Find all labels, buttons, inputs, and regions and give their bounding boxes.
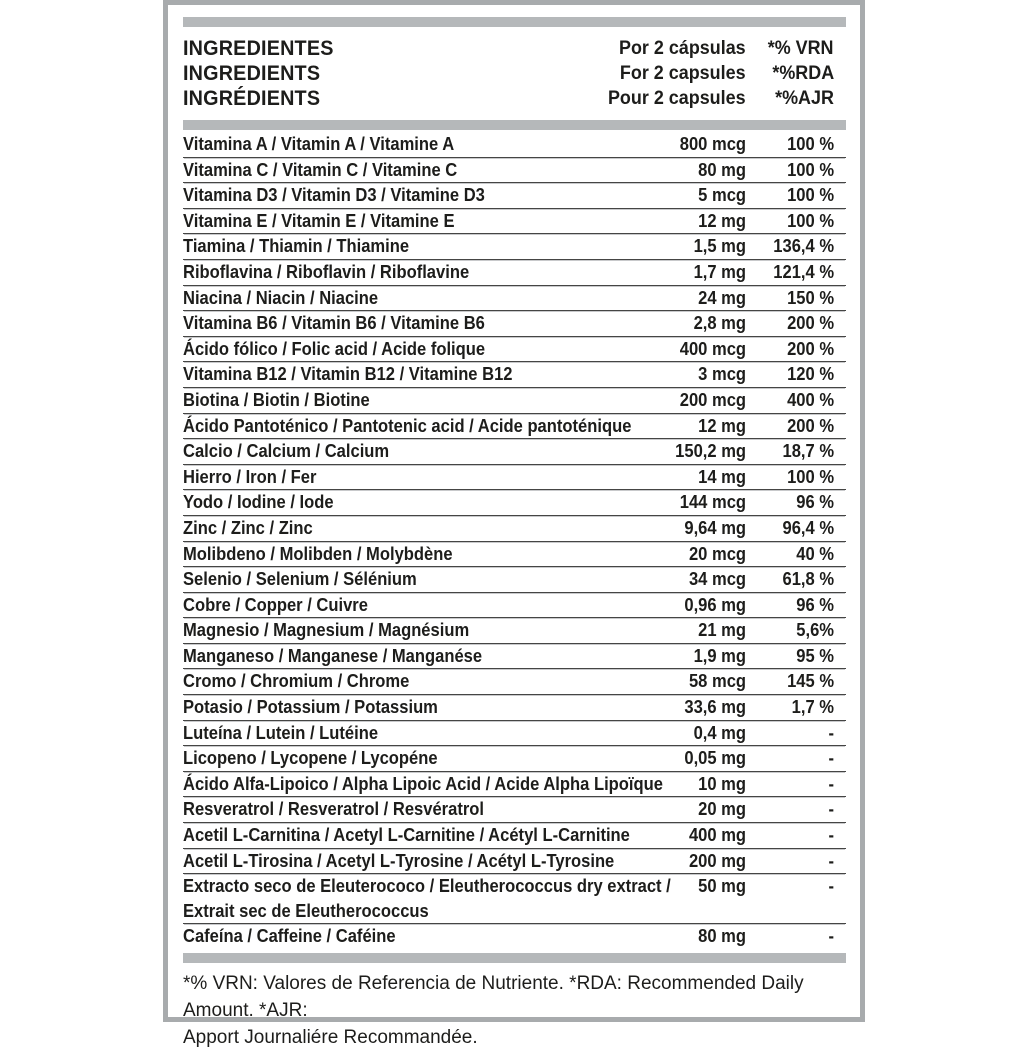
table-header <box>183 31 846 118</box>
ingredient-name-line1: Tiamina / Thiamin / Thiamine <box>183 236 410 257</box>
ingredient-percent: - <box>828 825 834 846</box>
ingredient-amount: 400 mg <box>688 825 746 846</box>
ingredient-percent: 100 % <box>787 134 834 154</box>
ingredient-percent: - <box>828 850 834 871</box>
ingredient-name-line1: Acetil L-Tirosina / Acetyl L-Tyrosine / Acétyl L-Tyrosine <box>183 850 615 871</box>
ingredient-percent: 96 % <box>796 594 834 615</box>
ingredient-name-line1: Resveratrol / Resveratrol / Resvératrol <box>183 799 484 820</box>
ingredient-name <box>183 311 596 336</box>
ingredient-name <box>183 388 596 413</box>
table-row <box>183 695 846 721</box>
ingredient-percent: 5,6% <box>796 620 834 641</box>
ingredient-amount: 58 mcg <box>688 671 746 692</box>
ingredient-name <box>183 465 596 490</box>
table-row <box>183 772 846 798</box>
ingredient-name <box>183 669 596 694</box>
table-row <box>183 618 846 644</box>
table-row <box>183 669 846 695</box>
ingredient-name <box>183 644 596 669</box>
ingredient-name-line1: Cobre / Copper / Cuivre <box>183 594 368 615</box>
ingredient-name <box>183 797 596 822</box>
ingredient-amount: 2,8 mg <box>693 313 746 334</box>
ingredient-name-line1: Biotina / Biotin / Biotine <box>183 389 370 410</box>
ingredient-name-line1: Vitamina B6 / Vitamin B6 / Vitamine B6 <box>183 313 485 334</box>
ingredient-name <box>183 414 632 439</box>
ingredient-name-line1: Cafeína / Caffeine / Caféine <box>183 926 396 947</box>
ingredient-name-line1: Ácido fólico / Folic acid / Acide folique <box>183 338 486 359</box>
ingredient-amount: 20 mcg <box>688 543 746 564</box>
ingredient-name <box>183 286 596 311</box>
table-row <box>183 516 846 542</box>
ingredient-amount: 20 mg <box>698 799 746 820</box>
ingredient-percent: 121,4 % <box>773 261 834 282</box>
ingredient-rows <box>183 132 846 949</box>
ingredient-name <box>183 618 596 643</box>
ingredient-name <box>183 823 630 848</box>
table-row <box>183 490 846 516</box>
ingredient-percent: 200 % <box>787 313 834 334</box>
ingredient-name <box>183 362 596 387</box>
ingredient-name <box>183 721 596 746</box>
ingredient-name-line1: Molibdeno / Molibden / Molybdène <box>183 543 453 564</box>
ingredient-name <box>183 337 596 362</box>
table-row <box>183 721 846 747</box>
ingredient-name-line1: Magnesio / Magnesium / Magnésium <box>183 620 470 641</box>
ingredient-amount: 200 mcg <box>679 389 746 410</box>
ingredient-name-line1: Vitamina B12 / Vitamin B12 / Vitamine B12 <box>183 364 513 385</box>
header-title-en: INGREDIENTS <box>183 61 321 85</box>
ingredient-percent: 96 % <box>796 492 834 513</box>
ingredient-name-line1: Niacina / Niacin / Niacine <box>183 287 379 308</box>
ingredient-percent: 200 % <box>787 338 834 359</box>
divider-bar-header <box>183 120 846 130</box>
ingredient-name <box>183 849 615 874</box>
table-row <box>183 542 846 568</box>
header-title-block <box>183 36 596 111</box>
ingredient-name <box>183 746 596 771</box>
ingredient-percent: 1,7 % <box>791 697 834 718</box>
ingredient-name-line1: Selenio / Selenium / Sélénium <box>183 569 417 590</box>
ingredient-amount: 1,7 mg <box>693 261 746 282</box>
header-serving-es: Por 2 cápsulas <box>619 37 746 59</box>
table-row <box>183 388 846 414</box>
ingredient-name-line1: Calcio / Calcium / Calcium <box>183 441 390 462</box>
ingredient-percent: 120 % <box>787 364 834 385</box>
ingredient-percent: 61,8 % <box>782 569 834 590</box>
footnote-line-2: Apport Journaliére Recommandée. <box>183 1027 478 1048</box>
ingredient-name <box>183 490 596 515</box>
ingredient-amount: 10 mg <box>698 773 746 794</box>
ingredient-name <box>183 593 596 618</box>
ingredient-percent: 100 % <box>787 159 834 180</box>
table-row <box>183 567 846 593</box>
ingredient-name-line1: Yodo / Iodine / Iode <box>183 492 334 513</box>
ingredient-amount: 1,9 mg <box>693 645 746 666</box>
ingredient-name-line1: Extracto seco de Eleuterococo / Eleutherococcus dry extract / <box>183 876 671 897</box>
ingredient-name-line1: Zinc / Zinc / Zinc <box>183 517 313 538</box>
ingredient-percent: 200 % <box>787 415 834 436</box>
ingredient-name-line1: Vitamina D3 / Vitamin D3 / Vitamine D3 <box>183 185 485 206</box>
header-percent-ajr: *%AJR <box>775 87 834 109</box>
table-row <box>183 132 846 158</box>
ingredient-percent: - <box>828 773 834 794</box>
ingredient-name <box>183 772 663 797</box>
ingredient-name <box>183 132 596 157</box>
ingredient-percent: 18,7 % <box>782 441 834 462</box>
table-row <box>183 260 846 286</box>
ingredient-percent: 400 % <box>787 389 834 410</box>
ingredient-amount: 0,96 mg <box>684 594 746 615</box>
ingredient-name-line2: Extrait sec de Eleutherococcus <box>183 900 429 921</box>
ingredient-name-line1: Hierro / Iron / Fer <box>183 466 317 487</box>
ingredient-name-line1: Vitamina E / Vitamin E / Vitamine E <box>183 210 455 231</box>
ingredient-name <box>183 234 596 259</box>
header-serving-fr: Pour 2 capsules <box>608 87 746 109</box>
ingredient-name <box>183 542 596 567</box>
ingredient-amount: 24 mg <box>698 287 746 308</box>
table-row <box>183 874 846 924</box>
ingredient-name-line1: Manganeso / Manganese / Manganése <box>183 645 483 666</box>
ingredient-amount: 80 mg <box>698 926 746 947</box>
ingredient-name <box>183 439 596 464</box>
ingredient-amount: 0,4 mg <box>693 722 746 743</box>
table-row <box>183 234 846 260</box>
ingredient-name-line1: Vitamina A / Vitamin A / Vitamine A <box>183 134 455 154</box>
table-row <box>183 183 846 209</box>
ingredient-name <box>183 209 596 234</box>
ingredient-name-line1: Ácido Alfa-Lipoico / Alpha Lipoic Acid / Acide Alpha Lipoïque <box>183 773 663 794</box>
ingredient-name <box>183 183 596 208</box>
ingredient-name-line1: Vitamina C / Vitamin C / Vitamine C <box>183 159 458 180</box>
supplement-facts-panel <box>163 0 865 1048</box>
table-row <box>183 746 846 772</box>
header-percent-rda: *%RDA <box>772 62 834 84</box>
ingredient-name-line1: Ácido Pantoténico / Pantotenic acid / Acide pantoténique <box>183 415 632 436</box>
header-percent-vrn: *% VRN <box>768 37 834 59</box>
ingredient-name-line1: Licopeno / Lycopene / Lycopéne <box>183 748 438 769</box>
ingredient-name-line1: Acetil L-Carnitina / Acetyl L-Carnitine / Acétyl L-Carnitine <box>183 825 630 846</box>
ingredient-amount: 400 mcg <box>679 338 746 359</box>
ingredient-percent: - <box>828 722 834 743</box>
ingredient-percent: 96,4 % <box>782 517 834 538</box>
ingredient-amount: 33,6 mg <box>684 697 746 718</box>
table-row <box>183 439 846 465</box>
ingredient-name-line1: Cromo / Chromium / Chrome <box>183 671 410 692</box>
table-row <box>183 823 846 849</box>
ingredient-name <box>183 516 596 541</box>
ingredient-amount: 200 mg <box>688 850 746 871</box>
footnote-line-1: *% VRN: Valores de Referencia de Nutriente. *RDA: Recommended Daily Amount. *AJR: <box>183 973 804 1021</box>
ingredient-name-line1: Luteína / Lutein / Lutéine <box>183 722 379 743</box>
ingredient-name <box>183 924 596 949</box>
ingredient-amount: 12 mg <box>698 415 746 436</box>
table-row <box>183 797 846 823</box>
table-row <box>183 414 846 440</box>
ingredient-percent: - <box>828 876 834 897</box>
ingredient-name <box>183 874 671 923</box>
ingredient-percent: 95 % <box>796 645 834 666</box>
ingredient-percent: 100 % <box>787 466 834 487</box>
ingredient-amount: 150,2 mg <box>675 441 746 462</box>
ingredient-percent: 100 % <box>787 210 834 231</box>
ingredient-name-line1: Potasio / Potassium / Potassium <box>183 697 438 718</box>
ingredient-name <box>183 158 596 183</box>
table-row <box>183 593 846 619</box>
table-row <box>183 644 846 670</box>
header-serving-en: For 2 capsules <box>620 62 746 84</box>
ingredient-amount: 12 mg <box>698 210 746 231</box>
ingredient-amount: 50 mg <box>698 876 746 897</box>
ingredient-amount: 0,05 mg <box>684 748 746 769</box>
footnote <box>183 963 846 1051</box>
ingredient-percent: 150 % <box>787 287 834 308</box>
table-row <box>183 311 846 337</box>
ingredient-name <box>183 260 596 285</box>
divider-bar-top <box>183 17 846 27</box>
ingredient-percent: 100 % <box>787 185 834 206</box>
ingredient-amount: 3 mcg <box>698 364 746 385</box>
ingredient-amount: 144 mcg <box>679 492 746 513</box>
ingredient-amount: 21 mg <box>698 620 746 641</box>
ingredient-percent: - <box>828 926 834 947</box>
ingredient-amount: 9,64 mg <box>684 517 746 538</box>
table-row <box>183 465 846 491</box>
ingredient-amount: 1,5 mg <box>693 236 746 257</box>
ingredient-name <box>183 695 596 720</box>
table-row <box>183 849 846 875</box>
ingredient-amount: 800 mcg <box>679 134 746 154</box>
divider-bar-footer <box>183 953 846 963</box>
table-row <box>183 362 846 388</box>
ingredient-percent: 40 % <box>796 543 834 564</box>
table-row <box>183 158 846 184</box>
header-title-es: INGREDIENTES <box>183 36 334 60</box>
table-row <box>183 337 846 363</box>
ingredient-amount: 34 mcg <box>688 569 746 590</box>
ingredient-percent: - <box>828 748 834 769</box>
ingredient-amount: 80 mg <box>698 159 746 180</box>
table-row <box>183 924 846 949</box>
ingredient-amount: 5 mcg <box>698 185 746 206</box>
ingredient-percent: 145 % <box>787 671 834 692</box>
ingredient-percent: 136,4 % <box>773 236 834 257</box>
ingredient-name <box>183 567 596 592</box>
header-percent-block <box>746 36 846 111</box>
table-row <box>183 209 846 235</box>
ingredient-amount: 14 mg <box>698 466 746 487</box>
header-title-fr: INGRÉDIENTS <box>183 86 321 110</box>
header-serving-block <box>596 36 746 111</box>
table-row <box>183 286 846 312</box>
ingredient-percent: - <box>828 799 834 820</box>
ingredient-name-line1: Riboflavina / Riboflavin / Riboflavine <box>183 261 470 282</box>
